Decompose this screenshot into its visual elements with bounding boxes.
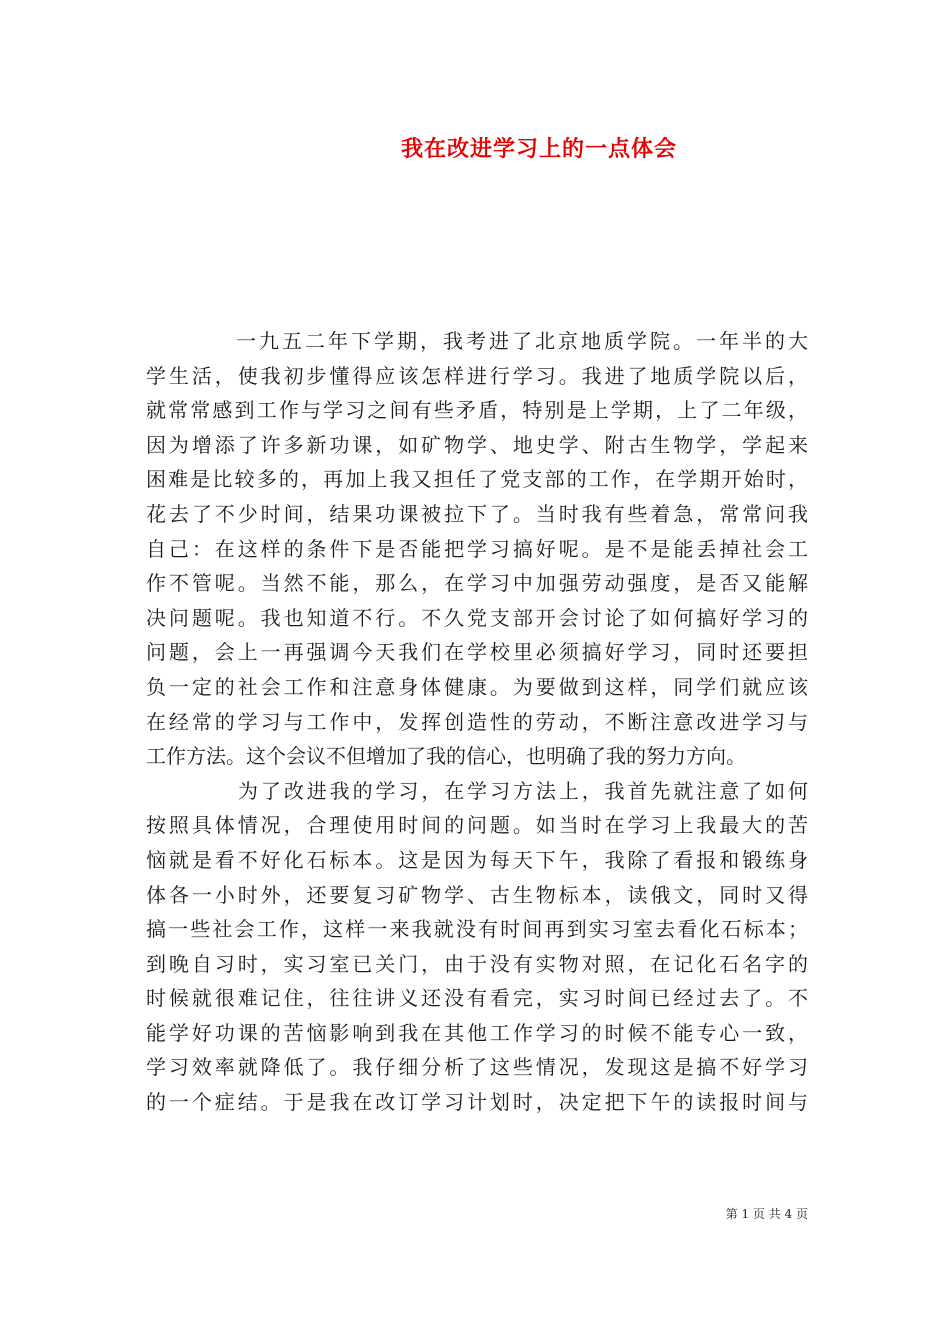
paragraph-1-line-11: 负一定的社会工作和注意身体健康。为要做到这样，同学们就应该: [146, 674, 808, 699]
paragraph-1-line-8: 作不管呢。当然不能，那么，在学习中加强劳动强度，是否又能解: [146, 571, 808, 596]
paragraph-1-line-7: 自己：在这样的条件下是否能把学习搞好呢。是不是能丢掉社会工: [146, 536, 808, 561]
paragraph-1-line-2: 学生活，使我初步懂得应该怎样进行学习。我进了地质学院以后，: [146, 363, 808, 388]
paragraph-2-line-5: 搞一些社会工作，这样一来我就没有时间再到实习室去看化石标本；: [146, 917, 808, 942]
document-body: [146, 324, 808, 1120]
page-number-footer: 第 1 页 共 4 页: [725, 1207, 808, 1221]
paragraph-2-line-3: 恼就是看不好化石标本。这是因为每天下午，我除了看报和锻练身: [146, 847, 808, 872]
paragraph-1-line-9: 决问题呢。我也知道不行。不久党支部开会讨论了如何搞好学习的: [146, 605, 808, 630]
paragraph-1-line-12: 在经常的学习与工作中，发挥创造性的劳动，不断注意改进学习与: [146, 709, 808, 734]
paragraph-2-line-8: 能学好功课的苦恼影响到我在其他工作学习的时候不能专心一致，: [146, 1020, 808, 1045]
paragraph-2-line-7: 时候就很难记住，往往讲义还没有看完，实习时间已经过去了。不: [146, 986, 808, 1011]
paragraph-2-line-4: 体各一小时外，还要复习矿物学、古生物标本，读俄文，同时又得: [146, 882, 808, 907]
paragraph-2-line-9: 学习效率就降低了。我仔细分析了这些情况，发现这是搞不好学习: [146, 1055, 808, 1080]
paragraph-1-line-5: 困难是比较多的，再加上我又担任了党支部的工作，在学期开始时，: [146, 467, 808, 492]
paragraph-1-line-1: 一九五二年下学期，我考进了北京地质学院。一年半的大: [236, 329, 808, 353]
paragraph-1-line-3: 就常常感到工作与学习之间有些矛盾，特别是上学期，上了二年级，: [146, 398, 808, 423]
paragraph-1-line-13: 工作方法。这个会议不但增加了我的信心，也明确了我的努力方向。: [146, 744, 746, 769]
paragraph-1-line-4: 因为增添了许多新功课，如矿物学、地史学、附古生物学，学起来: [146, 432, 808, 457]
paragraph-2-line-2: 按照具体情况，合理使用时间的问题。如当时在学习上我最大的苦: [146, 813, 808, 838]
document-title: 我在改进学习上的一点体会: [400, 136, 677, 162]
paragraph-2-line-1: 为了改进我的学习，在学习方法上，我首先就注意了如何: [238, 778, 808, 803]
paragraph-1-line-10: 问题，会上一再强调今天我们在学校里必须搞好学习，同时还要担: [146, 640, 808, 665]
paragraph-1-line-6: 花去了不少时间，结果功课被拉下了。当时我有些着急，常常问我: [146, 501, 808, 526]
paragraph-2-line-10: 的一个症结。于是我在改订学习计划时，决定把下午的读报时间与: [146, 1090, 808, 1115]
paragraph-2-line-6: 到晚自习时，实习室已关门，由于没有实物对照，在记化石名字的: [146, 951, 808, 976]
